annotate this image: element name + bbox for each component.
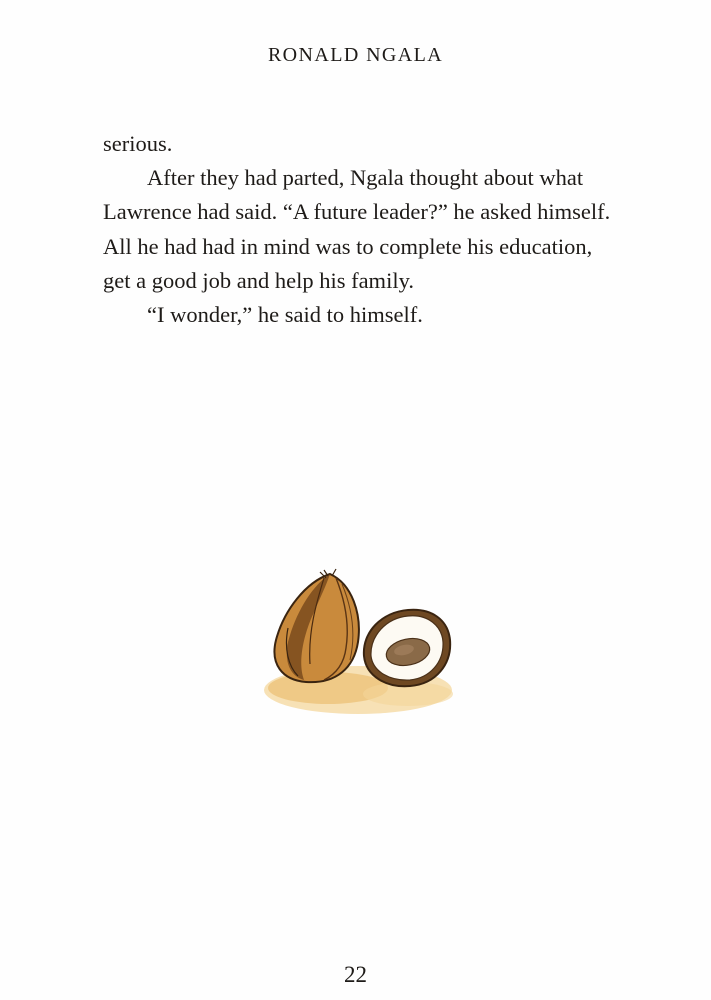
page-number: 22 — [344, 962, 367, 987]
coconut-illustration-icon — [258, 568, 463, 718]
paragraph-1: serious. — [103, 131, 173, 156]
whole-coconut — [274, 569, 358, 682]
running-head: RONALD NGALA — [267, 44, 444, 66]
body-text — [103, 127, 623, 332]
half-coconut — [364, 610, 450, 686]
paragraph-2: After they had parted, Ngala thought about what Lawrence had said. “A future leader?” he asked himself. All he had had in mind was to complete his education, get a good job and help his family. — [103, 165, 611, 293]
paragraph-3: “I wonder,” he said to himself. — [147, 302, 423, 328]
